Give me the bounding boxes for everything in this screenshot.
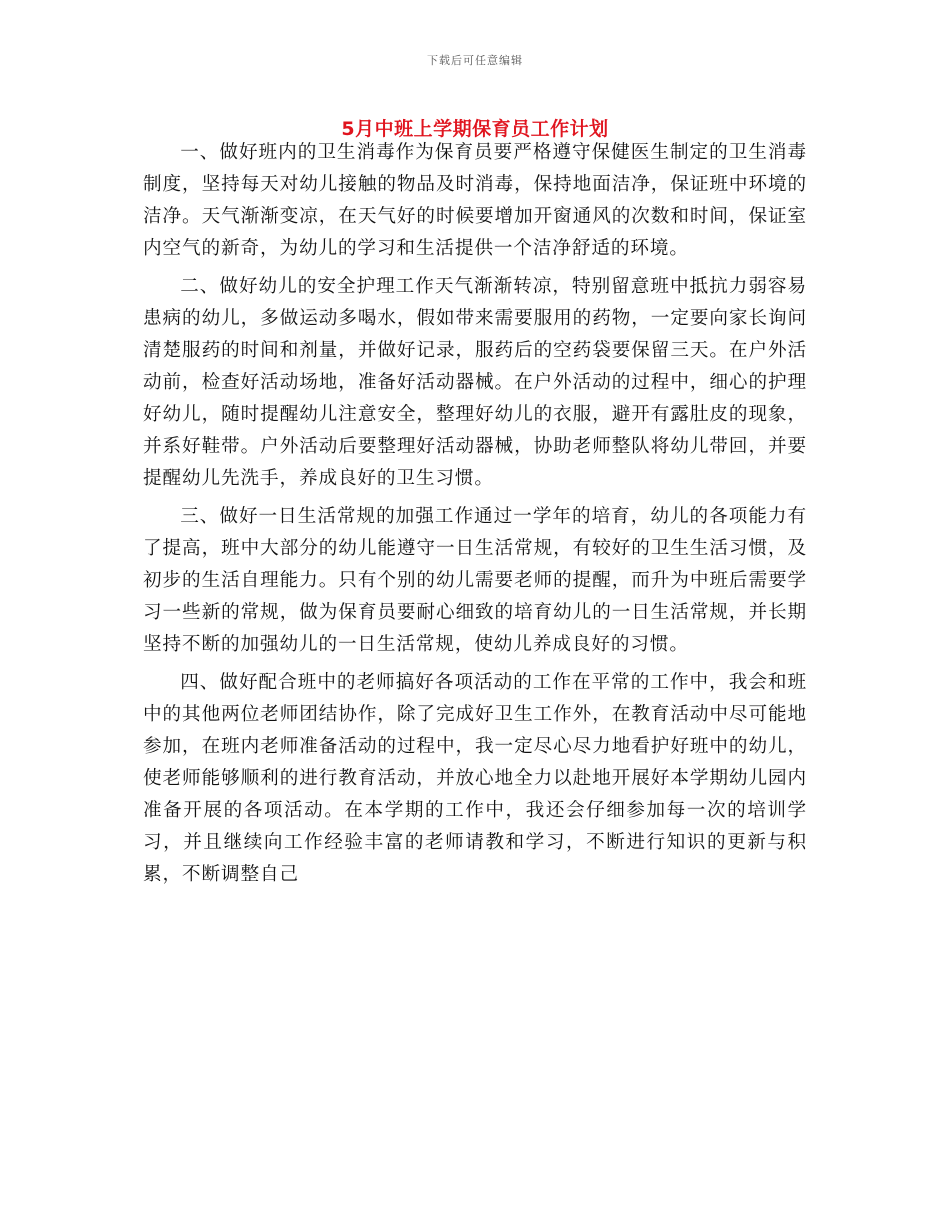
paragraph-4: 四、做好配合班中的老师搞好各项活动的工作在平常的工作中，我会和班中的其他两位老师团结协作，除了完成好卫生工作外，在教育活动中尽可能地参加，在班内老师准备活动的过程中，我一定尽心尽力地看护好班中的幼儿，使老师能够顺利的进行教育活动，并放心地全力以赴地开展好本学期幼儿园内准备开展的各项活动。在本学期的工作中，我还会仔细参加每一次的培训学习，并且继续向工作经验丰富的老师请教和学习，不断进行知识的更新与积累，不断调整自己: [143, 672, 807, 885]
paragraph-3: 三、做好一日生活常规的加强工作通过一学年的培育，幼儿的各项能力有了提高，班中大部分的幼儿能遵守一日生活常规，有较好的卫生生活习惯，及初步的生活自理能力。只有个别的幼儿需要老师的提醒，而升为中班后需要学习一些新的常规，做为保育员要耐心细致的培育幼儿的一日生活常规，并长期坚持不断的加强幼儿的一日生活常规，使幼儿养成良好的习惯。: [143, 506, 807, 655]
document-title: 5月中班上学期保育员工作计划: [341, 118, 609, 140]
document-body: [143, 137, 807, 891]
paragraph-1: 一、做好班内的卫生消毒作为保育员要严格遵守保健医生制定的卫生消毒制度，坚持每天对幼儿接触的物品及时消毒，保持地面洁净，保证班中环境的洁净。天气渐渐变凉，在天气好的时候要增加开窗通风的次数和时间，保证室内空气的新奇，为幼儿的学习和生活提供一个洁净舒适的环境。: [143, 142, 807, 259]
paragraph-2: 二、做好幼儿的安全护理工作天气渐渐转凉，特别留意班中抵抗力弱容易患病的幼儿，多做运动多喝水，假如带来需要服用的药物，一定要向家长询问清楚服药的时间和剂量，并做好记录，服药后的空药袋要保留三天。在户外活动前，检查好活动场地，准备好活动器械。在户外活动的过程中，细心的护理好幼儿，随时提醒幼儿注意安全，整理好幼儿的衣服，避开有露肚皮的现象，并系好鞋带。户外活动后要整理好活动器械，协助老师整队将幼儿带回，并要提醒幼儿先洗手，养成良好的卫生习惯。: [143, 276, 807, 489]
page-header-note: 下载后可任意编辑: [427, 54, 523, 67]
